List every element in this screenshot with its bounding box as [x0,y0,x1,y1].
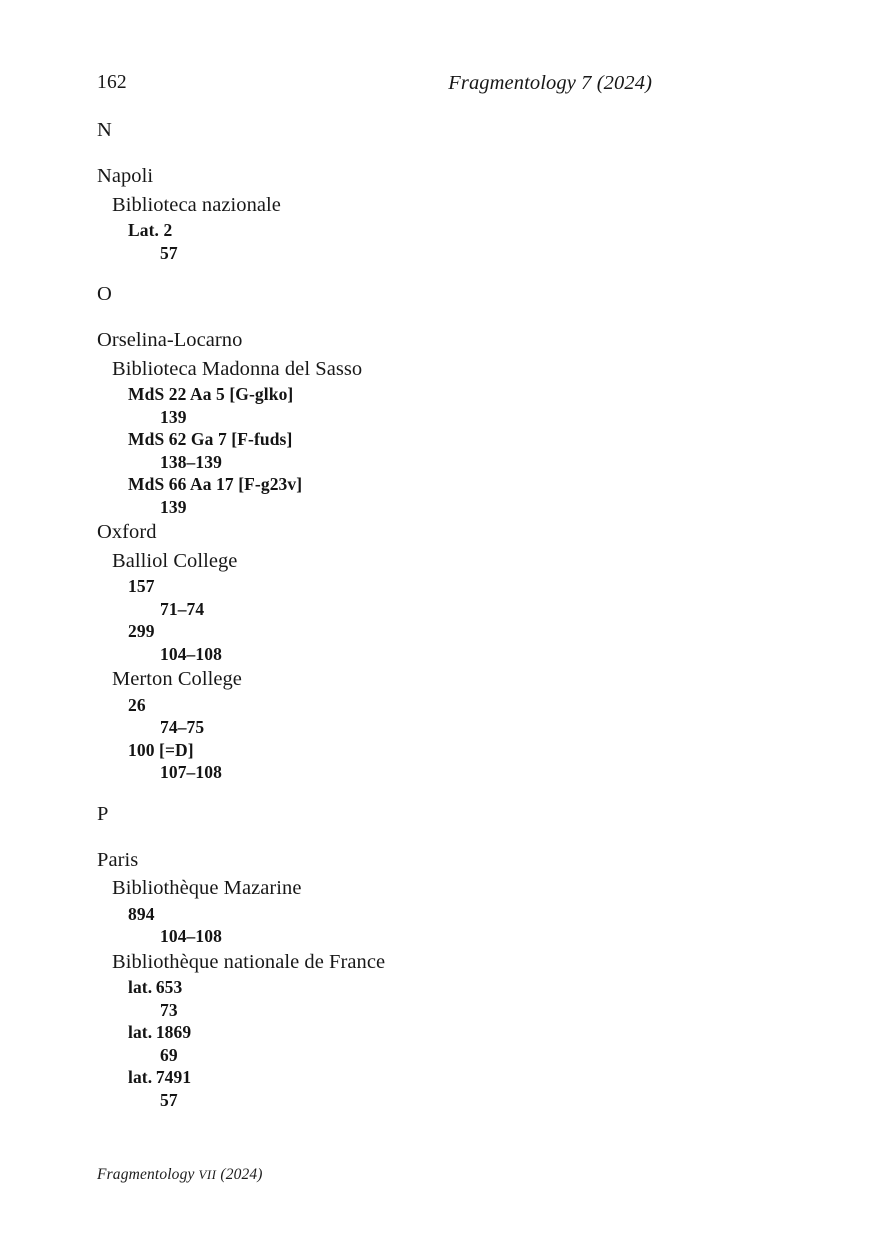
page-reference: 104–108 [160,926,222,946]
shelfmark: lat. 7491 [128,1067,192,1087]
page-reference: 107–108 [160,762,222,782]
city-name: Oxford [97,521,157,543]
letter-heading: N [97,119,113,141]
page-reference: 139 [160,406,187,427]
page-footer [97,1166,263,1184]
folio-number: 162 [97,72,127,93]
library-name: Merton College [112,668,242,690]
library-name: Bibliothèque nationale de France [112,950,386,973]
page-reference: 104–108 [160,643,222,664]
shelfmark: MdS 22 Aa 5 [G-glko] [128,384,294,404]
running-head [97,72,777,98]
page-reference: 57 [160,242,178,263]
letter-block [97,120,797,264]
page-reference: 74–75 [160,717,205,737]
library-name: Balliol College [112,549,238,572]
shelfmark: 157 [128,576,155,596]
letter-heading: O [97,283,113,305]
footer-journal-title: Fragmentology [97,1166,195,1183]
shelfmark: MdS 62 Ga 7 [F-fuds] [128,429,293,449]
page-reference: 139 [160,496,187,517]
shelfmark: lat. 653 [128,977,183,997]
page-reference: 138–139 [160,451,222,472]
letter-heading: P [97,802,109,825]
manuscript-index [97,120,797,1111]
page-reference: 73 [160,999,178,1020]
letter-heading-row [97,804,797,832]
shelfmark: Lat. 2 [128,220,173,240]
page-reference: 71–74 [160,598,205,619]
shelfmark: 299 [128,621,155,641]
library-name: Bibliothèque Mazarine [112,877,302,899]
letter-heading-row [97,284,797,312]
footer-volume: VII [198,1167,217,1182]
letter-block [97,284,797,784]
city-name: Orselina-Locarno [97,329,243,351]
city-name: Napoli [97,165,154,187]
page-reference: 69 [160,1044,178,1065]
shelfmark: 894 [128,903,155,924]
shelfmark: MdS 66 Aa 17 [F-g23v] [128,474,303,494]
shelfmark: 100 [=D] [128,739,194,760]
running-head-title: Fragmentology 7 (2024) [448,72,652,94]
shelfmark: 26 [128,694,146,715]
footer-year: (2024) [220,1166,263,1183]
library-name: Biblioteca Madonna del Sasso [112,357,363,380]
library-name: Biblioteca nazionale [112,193,281,216]
letter-block [97,804,797,1112]
city-name: Paris [97,848,139,871]
shelfmark: lat. 1869 [128,1022,192,1042]
page-reference: 57 [160,1089,178,1110]
letter-heading-row [97,120,797,148]
